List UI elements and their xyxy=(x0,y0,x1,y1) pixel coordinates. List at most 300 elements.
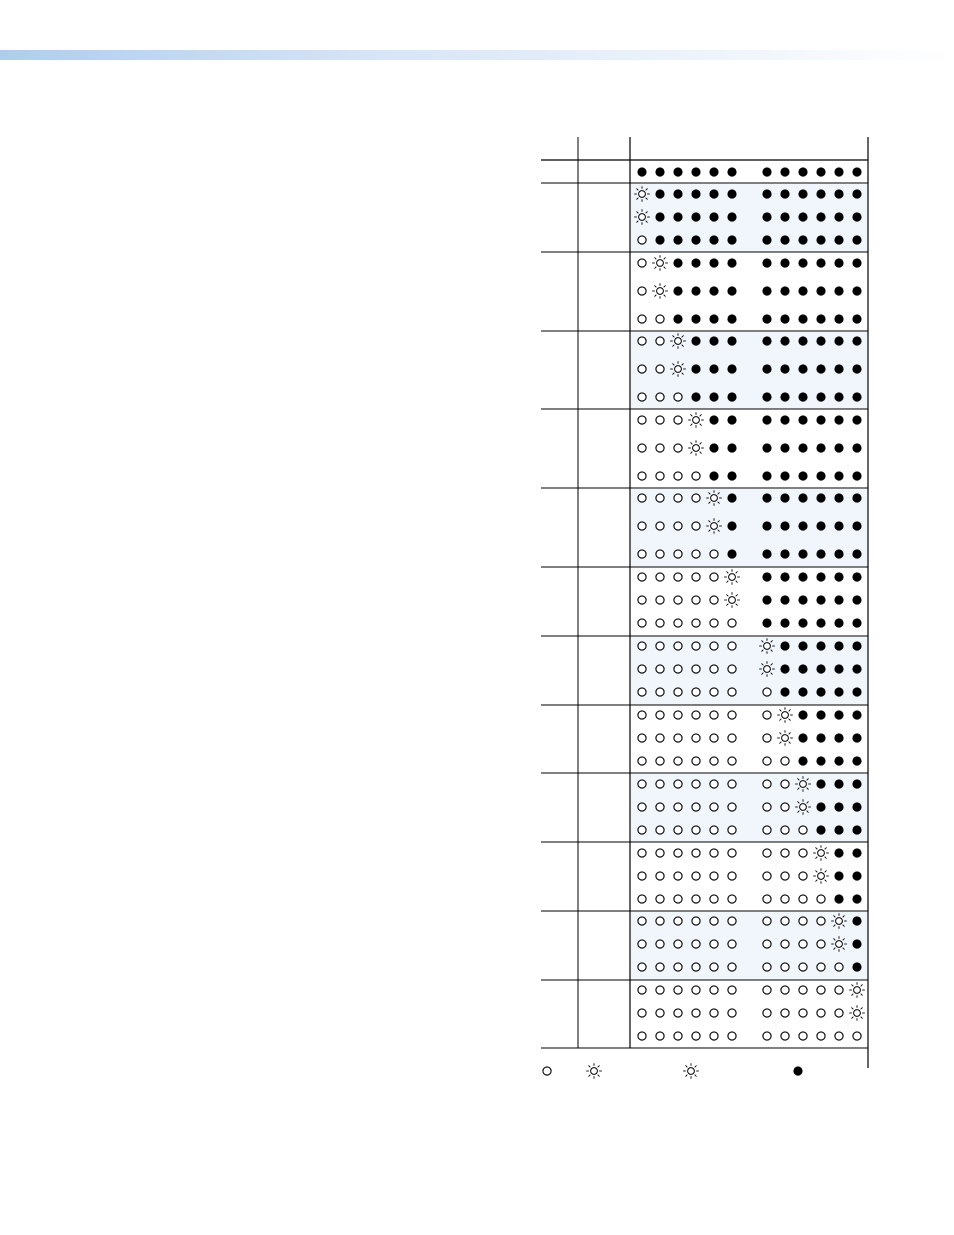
led-off-icon xyxy=(728,1032,736,1040)
led-on-icon xyxy=(762,212,771,221)
led-on-icon xyxy=(816,733,825,742)
led-on-icon xyxy=(762,415,771,424)
led-on-icon xyxy=(780,258,789,267)
led-off-icon xyxy=(656,619,664,627)
led-on-icon xyxy=(852,364,861,373)
led-off-icon xyxy=(638,917,646,925)
led-off-icon xyxy=(674,444,682,452)
led-on-icon xyxy=(852,687,861,696)
led-off-icon xyxy=(692,1032,700,1040)
led-on-icon xyxy=(780,572,789,581)
led-on-icon xyxy=(816,167,825,176)
led-on-icon xyxy=(762,572,771,581)
led-on-icon xyxy=(798,572,807,581)
led-on-icon xyxy=(709,258,718,267)
led-off-icon xyxy=(638,236,646,244)
led-on-icon xyxy=(834,521,843,530)
led-off-icon xyxy=(674,688,682,696)
led-off-icon xyxy=(638,315,646,323)
led-off-icon xyxy=(638,1032,646,1040)
led-off-icon xyxy=(638,444,646,452)
led-on-icon xyxy=(816,235,825,244)
led-on-icon xyxy=(780,687,789,696)
led-off-icon xyxy=(710,1009,718,1017)
led-off-icon xyxy=(656,711,664,719)
led-off-icon xyxy=(710,780,718,788)
led-off-icon xyxy=(656,895,664,903)
led-on-icon xyxy=(762,167,771,176)
led-off-icon xyxy=(674,963,682,971)
led-on-icon xyxy=(709,364,718,373)
led-off-icon xyxy=(692,642,700,650)
led-off-icon xyxy=(763,803,771,811)
led-off-icon xyxy=(656,849,664,857)
led-off-icon xyxy=(674,573,682,581)
led-on-icon xyxy=(834,802,843,811)
led-on-icon xyxy=(816,212,825,221)
legend-sun-icon xyxy=(586,1063,602,1079)
led-on-icon xyxy=(798,641,807,650)
led-on-icon xyxy=(780,415,789,424)
led-off-icon xyxy=(728,986,736,994)
led-on-icon xyxy=(816,825,825,834)
led-on-icon xyxy=(816,286,825,295)
led-off-icon xyxy=(638,940,646,948)
led-off-icon xyxy=(674,550,682,558)
led-off-icon xyxy=(710,688,718,696)
led-on-icon xyxy=(834,235,843,244)
led-off-icon xyxy=(781,940,789,948)
led-on-icon xyxy=(834,641,843,650)
led-off-icon xyxy=(763,711,771,719)
led-off-icon xyxy=(710,642,718,650)
led-off-icon xyxy=(656,573,664,581)
led-on-icon xyxy=(762,189,771,198)
led-on-icon xyxy=(834,189,843,198)
led-on-icon xyxy=(834,779,843,788)
led-off-icon xyxy=(638,963,646,971)
led-off-icon xyxy=(656,757,664,765)
led-on-icon xyxy=(673,189,682,198)
led-on-icon xyxy=(834,618,843,627)
led-off-icon xyxy=(638,393,646,401)
led-on-icon xyxy=(798,687,807,696)
led-on-icon xyxy=(852,235,861,244)
led-off-icon xyxy=(656,365,664,373)
led-on-icon xyxy=(852,825,861,834)
led-on-icon xyxy=(798,493,807,502)
led-off-icon xyxy=(728,826,736,834)
led-off-icon xyxy=(728,895,736,903)
led-off-icon xyxy=(692,872,700,880)
led-on-icon xyxy=(709,189,718,198)
led-on-icon xyxy=(798,443,807,452)
led-on-icon xyxy=(762,595,771,604)
led-on-icon xyxy=(852,212,861,221)
led-on-icon xyxy=(834,286,843,295)
led-on-icon xyxy=(727,364,736,373)
led-off-icon xyxy=(763,734,771,742)
led-on-icon xyxy=(852,189,861,198)
led-off-icon xyxy=(835,963,843,971)
led-off-icon xyxy=(835,986,843,994)
led-on-icon xyxy=(798,336,807,345)
led-on-icon xyxy=(852,710,861,719)
led-on-icon xyxy=(834,595,843,604)
led-off-icon xyxy=(674,1009,682,1017)
led-on-icon xyxy=(798,733,807,742)
led-off-icon xyxy=(763,780,771,788)
led-on-icon xyxy=(834,314,843,323)
led-on-icon xyxy=(798,392,807,401)
led-on-icon xyxy=(852,336,861,345)
led-on-icon xyxy=(655,235,664,244)
led-on-icon xyxy=(727,286,736,295)
led-on-icon xyxy=(816,664,825,673)
led-on-icon xyxy=(852,871,861,880)
led-on-icon xyxy=(673,235,682,244)
led-off-icon xyxy=(781,895,789,903)
led-off-icon xyxy=(638,494,646,502)
led-off-icon xyxy=(799,895,807,903)
led-on-icon xyxy=(852,733,861,742)
led-on-icon xyxy=(834,493,843,502)
led-off-icon xyxy=(674,619,682,627)
led-on-icon xyxy=(762,258,771,267)
led-off-icon xyxy=(674,917,682,925)
led-on-icon xyxy=(780,443,789,452)
led-off-icon xyxy=(692,963,700,971)
led-on-icon xyxy=(727,471,736,480)
led-on-icon xyxy=(727,167,736,176)
led-off-icon xyxy=(638,416,646,424)
legend-filled-circle-icon xyxy=(793,1066,802,1075)
led-off-icon xyxy=(817,1032,825,1040)
led-on-icon xyxy=(816,443,825,452)
led-on-icon xyxy=(852,595,861,604)
led-off-icon xyxy=(656,872,664,880)
led-off-icon xyxy=(799,963,807,971)
group-shading xyxy=(631,489,867,567)
led-blink-sun-icon xyxy=(670,333,686,349)
led-on-icon xyxy=(780,618,789,627)
led-off-icon xyxy=(638,550,646,558)
led-on-icon xyxy=(780,471,789,480)
led-off-icon xyxy=(638,642,646,650)
led-on-icon xyxy=(798,549,807,558)
led-off-icon xyxy=(674,1032,682,1040)
led-off-icon xyxy=(674,472,682,480)
led-off-icon xyxy=(763,986,771,994)
led-on-icon xyxy=(780,286,789,295)
led-on-icon xyxy=(816,258,825,267)
led-blink-sun-icon xyxy=(849,982,865,998)
led-off-icon xyxy=(638,986,646,994)
led-on-icon xyxy=(852,939,861,948)
led-off-icon xyxy=(674,826,682,834)
led-off-icon xyxy=(638,711,646,719)
led-off-icon xyxy=(710,986,718,994)
led-blink-sun-icon xyxy=(670,361,686,377)
led-off-icon xyxy=(692,780,700,788)
led-on-icon xyxy=(852,167,861,176)
led-off-icon xyxy=(638,573,646,581)
led-off-icon xyxy=(656,393,664,401)
led-on-icon xyxy=(852,286,861,295)
led-off-icon xyxy=(638,895,646,903)
led-off-icon xyxy=(781,826,789,834)
led-off-icon xyxy=(674,642,682,650)
led-off-icon xyxy=(781,849,789,857)
led-on-icon xyxy=(834,167,843,176)
led-off-icon xyxy=(763,849,771,857)
led-off-icon xyxy=(817,940,825,948)
led-off-icon xyxy=(674,596,682,604)
led-on-icon xyxy=(727,493,736,502)
led-on-icon xyxy=(673,167,682,176)
led-off-icon xyxy=(728,917,736,925)
led-off-icon xyxy=(763,940,771,948)
led-blink-sun-icon xyxy=(688,412,704,428)
led-on-icon xyxy=(798,286,807,295)
led-off-icon xyxy=(763,895,771,903)
led-on-icon xyxy=(834,212,843,221)
led-on-icon xyxy=(816,756,825,765)
led-off-icon xyxy=(799,849,807,857)
led-off-icon xyxy=(656,1009,664,1017)
led-on-icon xyxy=(852,618,861,627)
led-on-icon xyxy=(816,189,825,198)
led-blink-sun-icon xyxy=(652,255,668,271)
led-off-icon xyxy=(674,803,682,811)
led-on-icon xyxy=(816,364,825,373)
led-off-icon xyxy=(710,550,718,558)
led-off-icon xyxy=(638,472,646,480)
led-off-icon xyxy=(763,872,771,880)
led-off-icon xyxy=(728,734,736,742)
led-off-icon xyxy=(781,872,789,880)
led-on-icon xyxy=(727,235,736,244)
led-on-icon xyxy=(691,314,700,323)
led-off-icon xyxy=(763,757,771,765)
led-on-icon xyxy=(852,549,861,558)
led-off-icon xyxy=(728,780,736,788)
led-on-icon xyxy=(816,641,825,650)
led-off-icon xyxy=(674,780,682,788)
led-blink-sun-icon xyxy=(759,661,775,677)
led-on-icon xyxy=(727,549,736,558)
led-on-icon xyxy=(691,212,700,221)
led-off-icon xyxy=(692,826,700,834)
led-on-icon xyxy=(852,471,861,480)
led-off-icon xyxy=(692,895,700,903)
led-on-icon xyxy=(727,521,736,530)
group-shading xyxy=(631,637,867,705)
led-off-icon xyxy=(763,826,771,834)
led-off-icon xyxy=(638,1009,646,1017)
led-off-icon xyxy=(638,337,646,345)
led-on-icon xyxy=(852,779,861,788)
led-off-icon xyxy=(781,803,789,811)
led-blink-sun-icon xyxy=(724,592,740,608)
led-off-icon xyxy=(710,963,718,971)
led-off-icon xyxy=(799,826,807,834)
led-on-icon xyxy=(834,392,843,401)
led-on-icon xyxy=(816,710,825,719)
led-off-icon xyxy=(656,826,664,834)
led-off-icon xyxy=(710,849,718,857)
led-on-icon xyxy=(852,572,861,581)
led-on-icon xyxy=(780,641,789,650)
led-off-icon xyxy=(817,917,825,925)
led-off-icon xyxy=(728,757,736,765)
led-off-icon xyxy=(692,734,700,742)
led-on-icon xyxy=(691,364,700,373)
led-on-icon xyxy=(762,618,771,627)
led-off-icon xyxy=(728,940,736,948)
led-off-icon xyxy=(638,287,646,295)
led-off-icon xyxy=(674,416,682,424)
led-on-icon xyxy=(780,364,789,373)
led-off-icon xyxy=(781,780,789,788)
led-on-icon xyxy=(762,392,771,401)
led-off-icon xyxy=(835,1032,843,1040)
led-on-icon xyxy=(762,314,771,323)
led-on-icon xyxy=(852,962,861,971)
led-on-icon xyxy=(762,493,771,502)
led-on-icon xyxy=(691,336,700,345)
led-off-icon xyxy=(656,963,664,971)
led-off-icon xyxy=(799,940,807,948)
led-on-icon xyxy=(691,392,700,401)
led-on-icon xyxy=(691,167,700,176)
led-off-icon xyxy=(692,472,700,480)
led-on-icon xyxy=(655,167,664,176)
led-on-icon xyxy=(798,364,807,373)
led-off-icon xyxy=(656,444,664,452)
led-off-icon xyxy=(710,803,718,811)
led-off-icon xyxy=(638,688,646,696)
led-off-icon xyxy=(674,665,682,673)
led-on-icon xyxy=(709,443,718,452)
led-off-icon xyxy=(656,734,664,742)
led-off-icon xyxy=(638,780,646,788)
led-off-icon xyxy=(728,688,736,696)
led-on-icon xyxy=(816,572,825,581)
led-on-icon xyxy=(834,894,843,903)
led-on-icon xyxy=(852,894,861,903)
led-on-icon xyxy=(816,779,825,788)
led-off-icon xyxy=(781,917,789,925)
led-on-icon xyxy=(780,521,789,530)
led-blink-sun-icon xyxy=(795,799,811,815)
led-off-icon xyxy=(692,550,700,558)
led-on-icon xyxy=(834,471,843,480)
led-off-icon xyxy=(638,619,646,627)
led-on-icon xyxy=(673,258,682,267)
led-off-icon xyxy=(656,986,664,994)
led-off-icon xyxy=(692,665,700,673)
led-off-icon xyxy=(817,963,825,971)
led-off-icon xyxy=(674,494,682,502)
led-on-icon xyxy=(834,848,843,857)
led-on-icon xyxy=(816,549,825,558)
led-off-icon xyxy=(728,963,736,971)
led-on-icon xyxy=(798,521,807,530)
led-off-icon xyxy=(656,522,664,530)
led-off-icon xyxy=(763,917,771,925)
led-off-icon xyxy=(692,494,700,502)
led-off-icon xyxy=(853,1032,861,1040)
led-on-icon xyxy=(762,521,771,530)
led-on-icon xyxy=(727,189,736,198)
led-on-icon xyxy=(709,167,718,176)
led-off-icon xyxy=(674,940,682,948)
led-off-icon xyxy=(763,688,771,696)
led-on-icon xyxy=(816,687,825,696)
led-off-icon xyxy=(692,522,700,530)
led-blink-sun-icon xyxy=(831,936,847,952)
led-on-icon xyxy=(709,314,718,323)
led-off-icon xyxy=(674,393,682,401)
led-off-icon xyxy=(638,803,646,811)
led-off-icon xyxy=(710,917,718,925)
led-off-icon xyxy=(638,826,646,834)
led-blink-sun-icon xyxy=(813,845,829,861)
led-on-icon xyxy=(834,572,843,581)
led-on-icon xyxy=(762,549,771,558)
led-off-icon xyxy=(728,619,736,627)
led-on-icon xyxy=(727,415,736,424)
led-on-icon xyxy=(852,802,861,811)
led-on-icon xyxy=(816,595,825,604)
led-blink-sun-icon xyxy=(724,569,740,585)
led-off-icon xyxy=(692,986,700,994)
led-on-icon xyxy=(852,314,861,323)
led-on-icon xyxy=(798,471,807,480)
led-on-icon xyxy=(816,521,825,530)
led-on-icon xyxy=(834,336,843,345)
led-on-icon xyxy=(709,415,718,424)
led-off-icon xyxy=(710,665,718,673)
led-on-icon xyxy=(834,443,843,452)
led-on-icon xyxy=(816,336,825,345)
led-off-icon xyxy=(710,734,718,742)
led-on-icon xyxy=(655,212,664,221)
led-off-icon xyxy=(728,665,736,673)
led-on-icon xyxy=(798,189,807,198)
led-off-icon xyxy=(799,872,807,880)
led-off-icon xyxy=(710,757,718,765)
led-on-icon xyxy=(816,618,825,627)
led-on-icon xyxy=(834,364,843,373)
led-off-icon xyxy=(799,986,807,994)
led-off-icon xyxy=(710,596,718,604)
led-on-icon xyxy=(762,336,771,345)
led-on-icon xyxy=(709,286,718,295)
led-on-icon xyxy=(852,756,861,765)
led-on-icon xyxy=(852,392,861,401)
led-on-icon xyxy=(816,802,825,811)
led-off-icon xyxy=(728,849,736,857)
led-off-icon xyxy=(835,1009,843,1017)
led-on-icon xyxy=(762,443,771,452)
led-on-icon xyxy=(780,493,789,502)
led-off-icon xyxy=(638,522,646,530)
led-off-icon xyxy=(656,416,664,424)
led-off-icon xyxy=(710,1032,718,1040)
led-off-icon xyxy=(638,665,646,673)
